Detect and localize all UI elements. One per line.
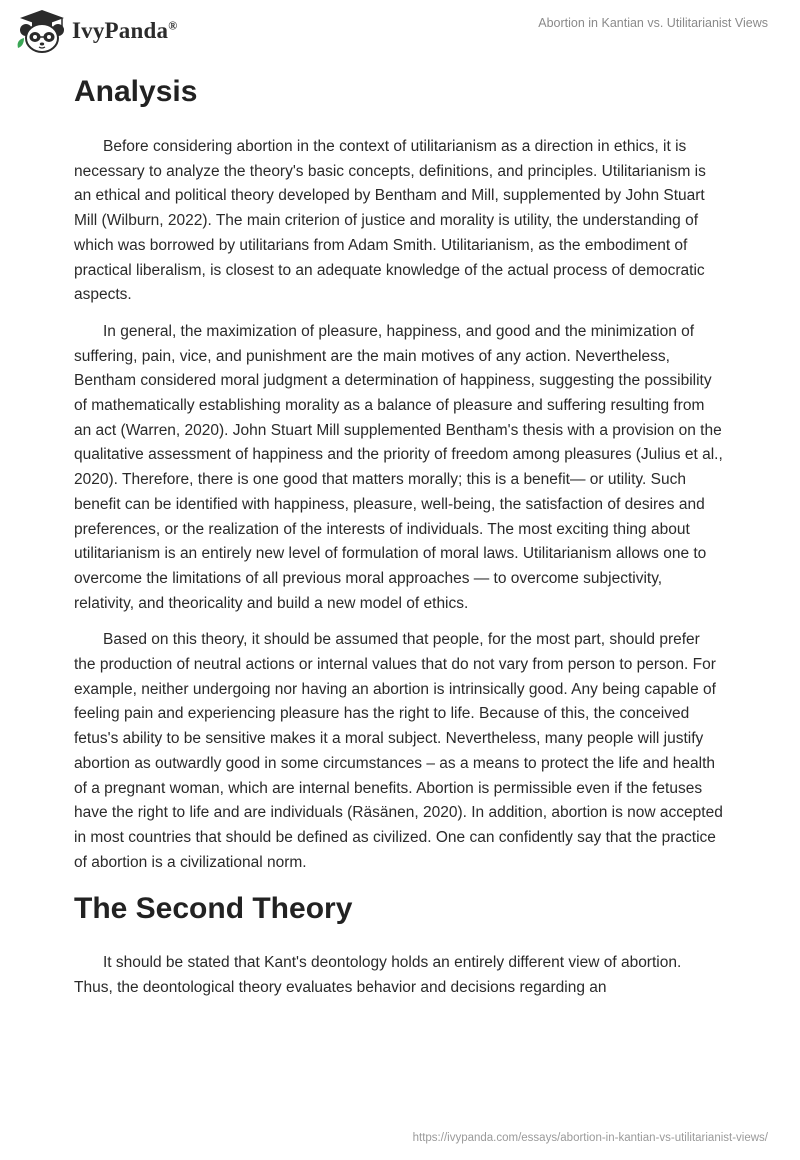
heading-second-theory: The Second Theory <box>74 892 353 926</box>
paragraph-analysis-1: Before considering abortion in the context of utilitarianism as a direction in ethics, it is necessary to analyze the theory's basic concepts, definitions, and principles. Utilitarianism is an ethical and political theory developed by Bentham and Mill, supplemented by John Stuart Mill (Wilburn, 2022). The main criterion of justice and morality is utility, the understanding of which was borrowed by utilitarians from Adam Smith. Utilitarianism, as the embodiment of practical liberalism, is closest to an adequate knowledge of the actual process of democratic aspects. <box>74 138 706 304</box>
heading-analysis: Analysis <box>74 75 198 108</box>
page-header <box>0 0 800 64</box>
source-url[interactable]: https://ivypanda.com/essays/abortion-in-kantian-vs-utilitarianist-views/ <box>412 1132 768 1144</box>
paragraph-analysis-3: Based on this theory, it should be assumed that people, for the most part, should prefer the production of neutral actions or internal values that do not vary from person to person. For example, neither undergoing nor having an abortion is intrinsically good. Any being capable of feeling pain and experiencing pleasure has the right to life. Because of this, the conceived fetus's ability to be sensitive makes it a moral subject. Nevertheless, many people will justify abortion as outwardly good in some circumstances – as a means to protect the life and health of a pregnant woman, which are internal benefits. Abortion is permissible even if the fetuses have the right to life and are individuals (Räsänen, 2020). In addition, abortion is now accepted in most countries that should be defined as civilized. One can confidently say that the practice of abortion is a civilizational norm. <box>74 631 723 871</box>
panda-logo-icon <box>14 8 70 54</box>
brand-logo[interactable] <box>14 8 177 54</box>
registered-mark: ® <box>168 18 178 33</box>
document-title: Abortion in Kantian vs. Utilitarianist Views <box>538 16 768 30</box>
brand-name: IvyPanda® <box>72 18 178 43</box>
paragraph-second-1: It should be stated that Kant's deontology holds an entirely different view of abortion. Thus, the deontological theory evaluates behavior and decisions regarding an <box>74 954 682 997</box>
essay-content <box>74 70 724 1013</box>
paragraph-analysis-2: In general, the maximization of pleasure, happiness, and good and the minimization of suffering, pain, vice, and punishment are the main motives of any action. Nevertheless, Bentham considered moral judgment a determination of happiness, suggesting the possibility of mathematically establishing morality as a balance of pleasure and suffering resulting from an act (Warren, 2020). John Stuart Mill supplemented Bentham's thesis with a provision on the qualitative assessment of happiness and the priority of freedom among pleasures (Julius et al., 2020). Therefore, there is one good that matters morally; this is a benefit— or utility. Such benefit can be identified with happiness, pleasure, well-being, the satisfaction of desires and preferences, or the realization of the interests of individuals. The most exciting thing about utilitarianism is an entirely new level of formulation of moral laws. Utilitarianism allows one to overcome the limitations of all previous moral approaches — to overcome subjectivity, relativity, and theoricality and build a new model of ethics. <box>74 322 723 612</box>
